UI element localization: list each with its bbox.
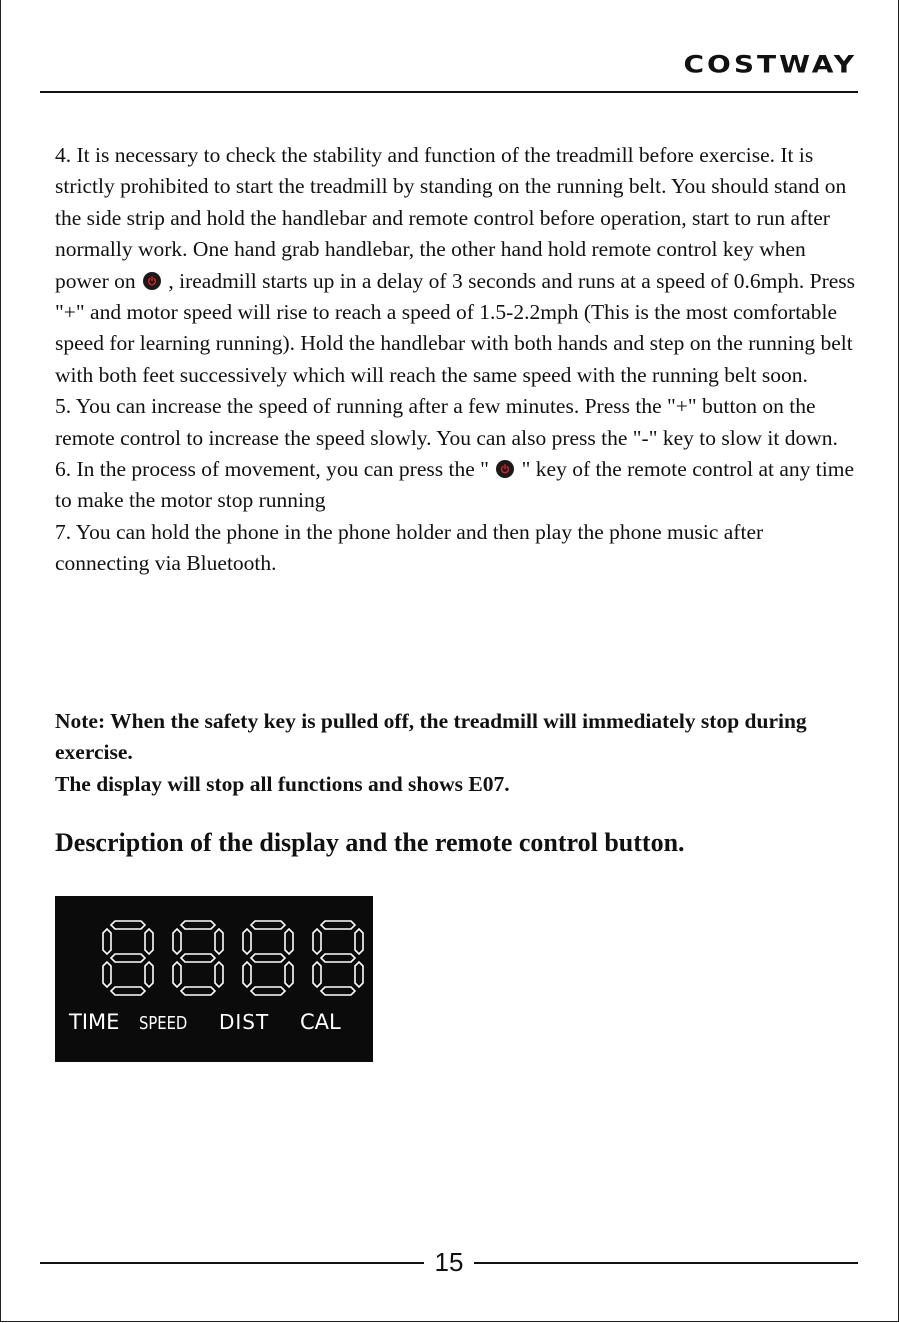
label-speed: SPEED [139, 1013, 188, 1034]
digit-segment [103, 929, 111, 954]
digit-segment [243, 929, 251, 954]
label-cal: CAL [300, 1010, 341, 1034]
digit-segment [181, 954, 215, 962]
digit-segment [103, 962, 111, 987]
instructions-body [55, 140, 855, 580]
digit-segment [111, 987, 145, 995]
digit-segment [313, 962, 321, 987]
power-icon [143, 272, 161, 290]
digit-segment [145, 962, 153, 987]
digit-segment [355, 929, 363, 954]
display-panel [55, 896, 373, 1062]
digit-segment [173, 929, 181, 954]
digit-segment [321, 954, 355, 962]
digit-segment [173, 962, 181, 987]
footer-rule-left [40, 1262, 424, 1264]
section-heading: Description of the display and the remote control button. [55, 828, 685, 857]
note-line-1: Note: When the safety key is pulled off, the treadmill will immediately stop during exercise. [55, 709, 807, 765]
digit-segment [321, 921, 355, 929]
label-dist: DIST [219, 1010, 270, 1034]
digit-segment [145, 929, 153, 954]
step-6 [55, 454, 855, 517]
digit-segment [111, 954, 145, 962]
digit-segment [285, 929, 293, 954]
digit-segment [251, 954, 285, 962]
digit-segment [181, 987, 215, 995]
power-icon [496, 460, 514, 478]
step-4-text-a: 4. It is necessary to check the stability and function of the treadmill before exercise. It is strictly prohibited to start the treadmill by standing on the running belt. You should stand on the side strip and hold the handlebar and remote control before operation, start to run after normally work. One hand grab handlebar, the other hand hold remote control key when power on [55, 143, 847, 293]
page-number: 15 [434, 1247, 464, 1277]
seven-segment-digits [101, 920, 365, 996]
digit-segment [215, 962, 223, 987]
digit-segment [251, 921, 285, 929]
brand-logo: COSTWAY [683, 50, 857, 79]
display-labels [55, 1010, 373, 1036]
digit-segment [215, 929, 223, 954]
safety-note [55, 706, 855, 800]
header-rule [40, 91, 858, 93]
digit-segment [355, 962, 363, 987]
step-4 [55, 140, 855, 391]
digit-segment [243, 962, 251, 987]
digit-segment [313, 929, 321, 954]
digit-segment [321, 987, 355, 995]
step-6-text-a: 6. In the process of movement, you can press the " [55, 457, 495, 482]
digit-segment [285, 962, 293, 987]
footer-rule-right [474, 1262, 858, 1264]
digit-segment [111, 921, 145, 929]
digit-segment [181, 921, 215, 929]
note-line-2: The display will stop all functions and shows E07. [55, 771, 510, 796]
step-7: 7. You can hold the phone in the phone holder and then play the phone music after connecting via Bluetooth. [55, 519, 764, 576]
label-time: TIME [69, 1010, 120, 1034]
step-4-text-b: , ireadmill starts up in a delay of 3 seconds and runs at a speed of 0.6mph. Press "+" and motor speed will rise to reach a speed of 1.5-2.2mph (This is the most comfortable speed for learning running). Hold the handlebar with both hands and step on the running belt with both feet successively which will reach the same speed with the running belt soon. [55, 268, 856, 387]
digit-segment [251, 987, 285, 995]
step-5: 5. You can increase the speed of running after a few minutes. Press the "+" button on the remote control to increase the speed slowly. You can also press the "-" key to slow it down. [55, 394, 838, 450]
step-6-text-b: " key of the remote control at any time to make the motor stop running [55, 457, 854, 513]
